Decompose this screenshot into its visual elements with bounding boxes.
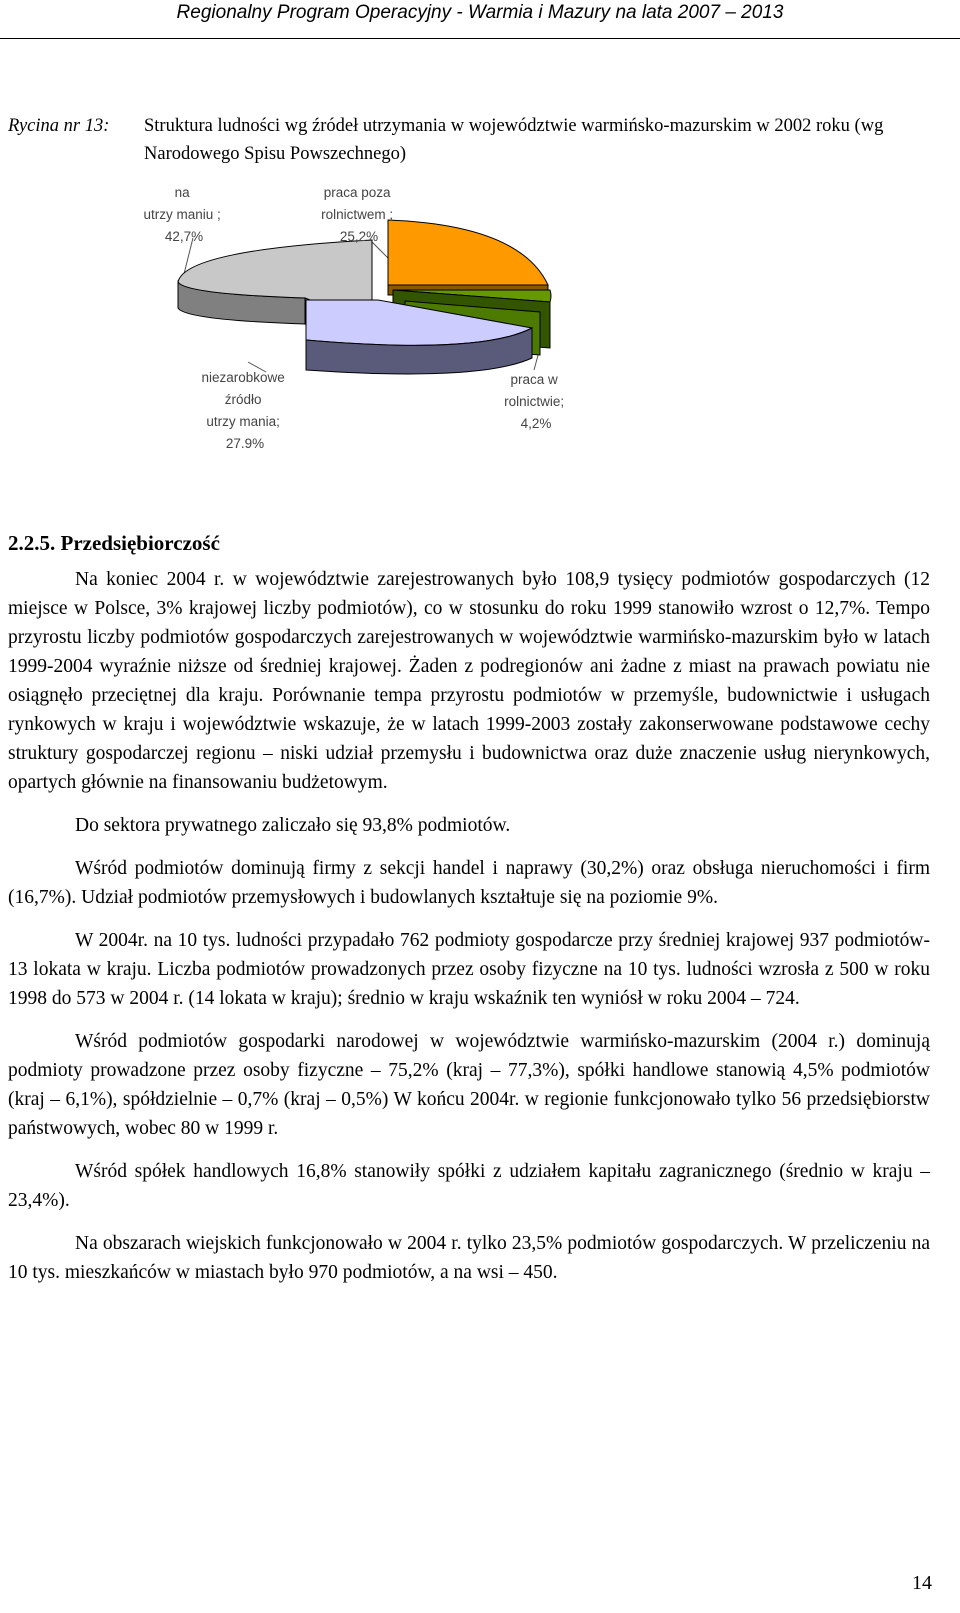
- page-header: [0, 0, 960, 39]
- caption-label: Rycina nr 13:: [8, 116, 110, 136]
- label-praca-w-line1: praca w: [510, 372, 558, 387]
- label-niezarobkowe-line1: niezarobkowe: [201, 370, 285, 385]
- label-na-utrzymaniu-line2: utrzy maniu ;: [143, 207, 221, 222]
- label-niezarobkowe-line4: 27.9%: [225, 436, 265, 451]
- pie-chart-svg: [0, 170, 960, 480]
- label-na-utrzymaniu: [143, 185, 224, 244]
- paragraph: Wśród spółek handlowych 16,8% stanowiły spółki z udziałem kapitału zagranicznego (średnio w kraju – 23,4%).: [8, 1161, 930, 1211]
- label-na-utrzymaniu-line1: na: [174, 185, 190, 200]
- label-na-utrzymaniu-line3: 42,7%: [164, 229, 204, 244]
- paragraph: Na koniec 2004 r. w województwie zarejestrowanych było 108,9 tysięcy podmiotów gospodarczych (12 miejsce w Polsce, 3% krajowej liczby podmiotów), co w stosunku do roku 1999 stanowiło wzrost o 12,7%. Tempo przyrostu liczby podmiotów gospodarczych zarejestrowanych w województwie warmińsko-mazurskim było w latach 1999-2004 wyraźnie niższe od średniej krajowej. Żaden z podregionów ani żadne z miast na prawach powiatu nie osiągnęło przeciętnej dla kraju. Porównanie tempa przyrostu podmiotów w przemyśle, budownictwie i usługach rynkowych w kraju i województwie wskazuje, że w latach 1999-2003 zostały zakonserwowane podstawowe cechy struktury gospodarczej regionu – niski udział przemysłu i budownictwa oraz duże znaczenie usług nierynkowych, opartych głównie na finansowaniu budżetowym.: [8, 569, 930, 793]
- paragraph: Wśród podmiotów gospodarki narodowej w województwie warmińsko-mazurskim (2004 r.) dominują podmioty prowadzone przez osoby fizyczne – 75,2% (kraj – 77,3%), spółki handlowe stanowią 4,5% podmiotów (kraj – 6,1%), spółdzielnie – 0,7% (kraj – 0,5%) W końcu 2004r. w regionie funkcjonowało tylko 56 przedsiębiorstw państwowych, wobec 80 w 1999 r.: [8, 1031, 930, 1139]
- label-praca-poza-line1: praca poza: [323, 185, 391, 200]
- label-praca-w: [504, 372, 568, 431]
- label-niezarobkowe: [201, 370, 288, 451]
- paragraph: W 2004r. na 10 tys. ludności przypadało 762 podmioty gospodarcze przy średniej krajowej 937 podmiotów- 13 lokata w kraju. Liczba podmiotów prowadzonych przez osoby fizyczne na 10 tys. ludności wzrosła z 500 w roku 1998 do 573 w 2004 r. (14 lokata w kraju); średnio w kraju wskaźnik ten wyniósł w roku 2004 – 724.: [8, 930, 930, 1009]
- section-heading: 2.2.5. Przedsiębiorczość: [8, 531, 220, 555]
- label-praca-poza: [321, 185, 397, 244]
- label-niezarobkowe-line3: utrzy mania;: [206, 414, 280, 429]
- figure-caption: [8, 112, 938, 168]
- header-title: Regionalny Program Operacyjny - Warmia i Mazury na lata 2007 – 2013: [176, 2, 784, 23]
- paragraph: Do sektora prywatnego zaliczało się 93,8% podmiotów.: [75, 815, 511, 836]
- page-number: 14: [912, 1572, 932, 1594]
- pie-chart: [0, 170, 960, 480]
- slice-praca-poza: [388, 220, 548, 285]
- label-niezarobkowe-line2: źródło: [224, 392, 262, 407]
- paragraph: Na obszarach wiejskich funkcjonowało w 2004 r. tylko 23,5% podmiotów gospodarczych. W przeliczeniu na 10 tys. mieszkańców w miastach było 970 podmiotów, a na wsi – 450.: [8, 1233, 930, 1283]
- caption-text: Struktura ludności wg źródeł utrzymania w województwie warmińsko-mazurskim w 2002 roku (wg Narodowego Spisu Powszechnego): [144, 116, 884, 164]
- label-praca-w-line3: 4,2%: [520, 416, 552, 431]
- label-praca-poza-line3: 25,2%: [339, 229, 379, 244]
- label-praca-w-line2: rolnictwie;: [504, 394, 565, 409]
- body-text: [8, 565, 930, 1301]
- label-praca-poza-line2: rolnictwem ;: [321, 207, 394, 222]
- paragraph: Wśród podmiotów dominują firmy z sekcji handel i naprawy (30,2%) oraz obsługa nieruchomości i firm (16,7%). Udział podmiotów przemysłowych i budowlanych kształtuje się na poziomie 9%.: [8, 858, 930, 908]
